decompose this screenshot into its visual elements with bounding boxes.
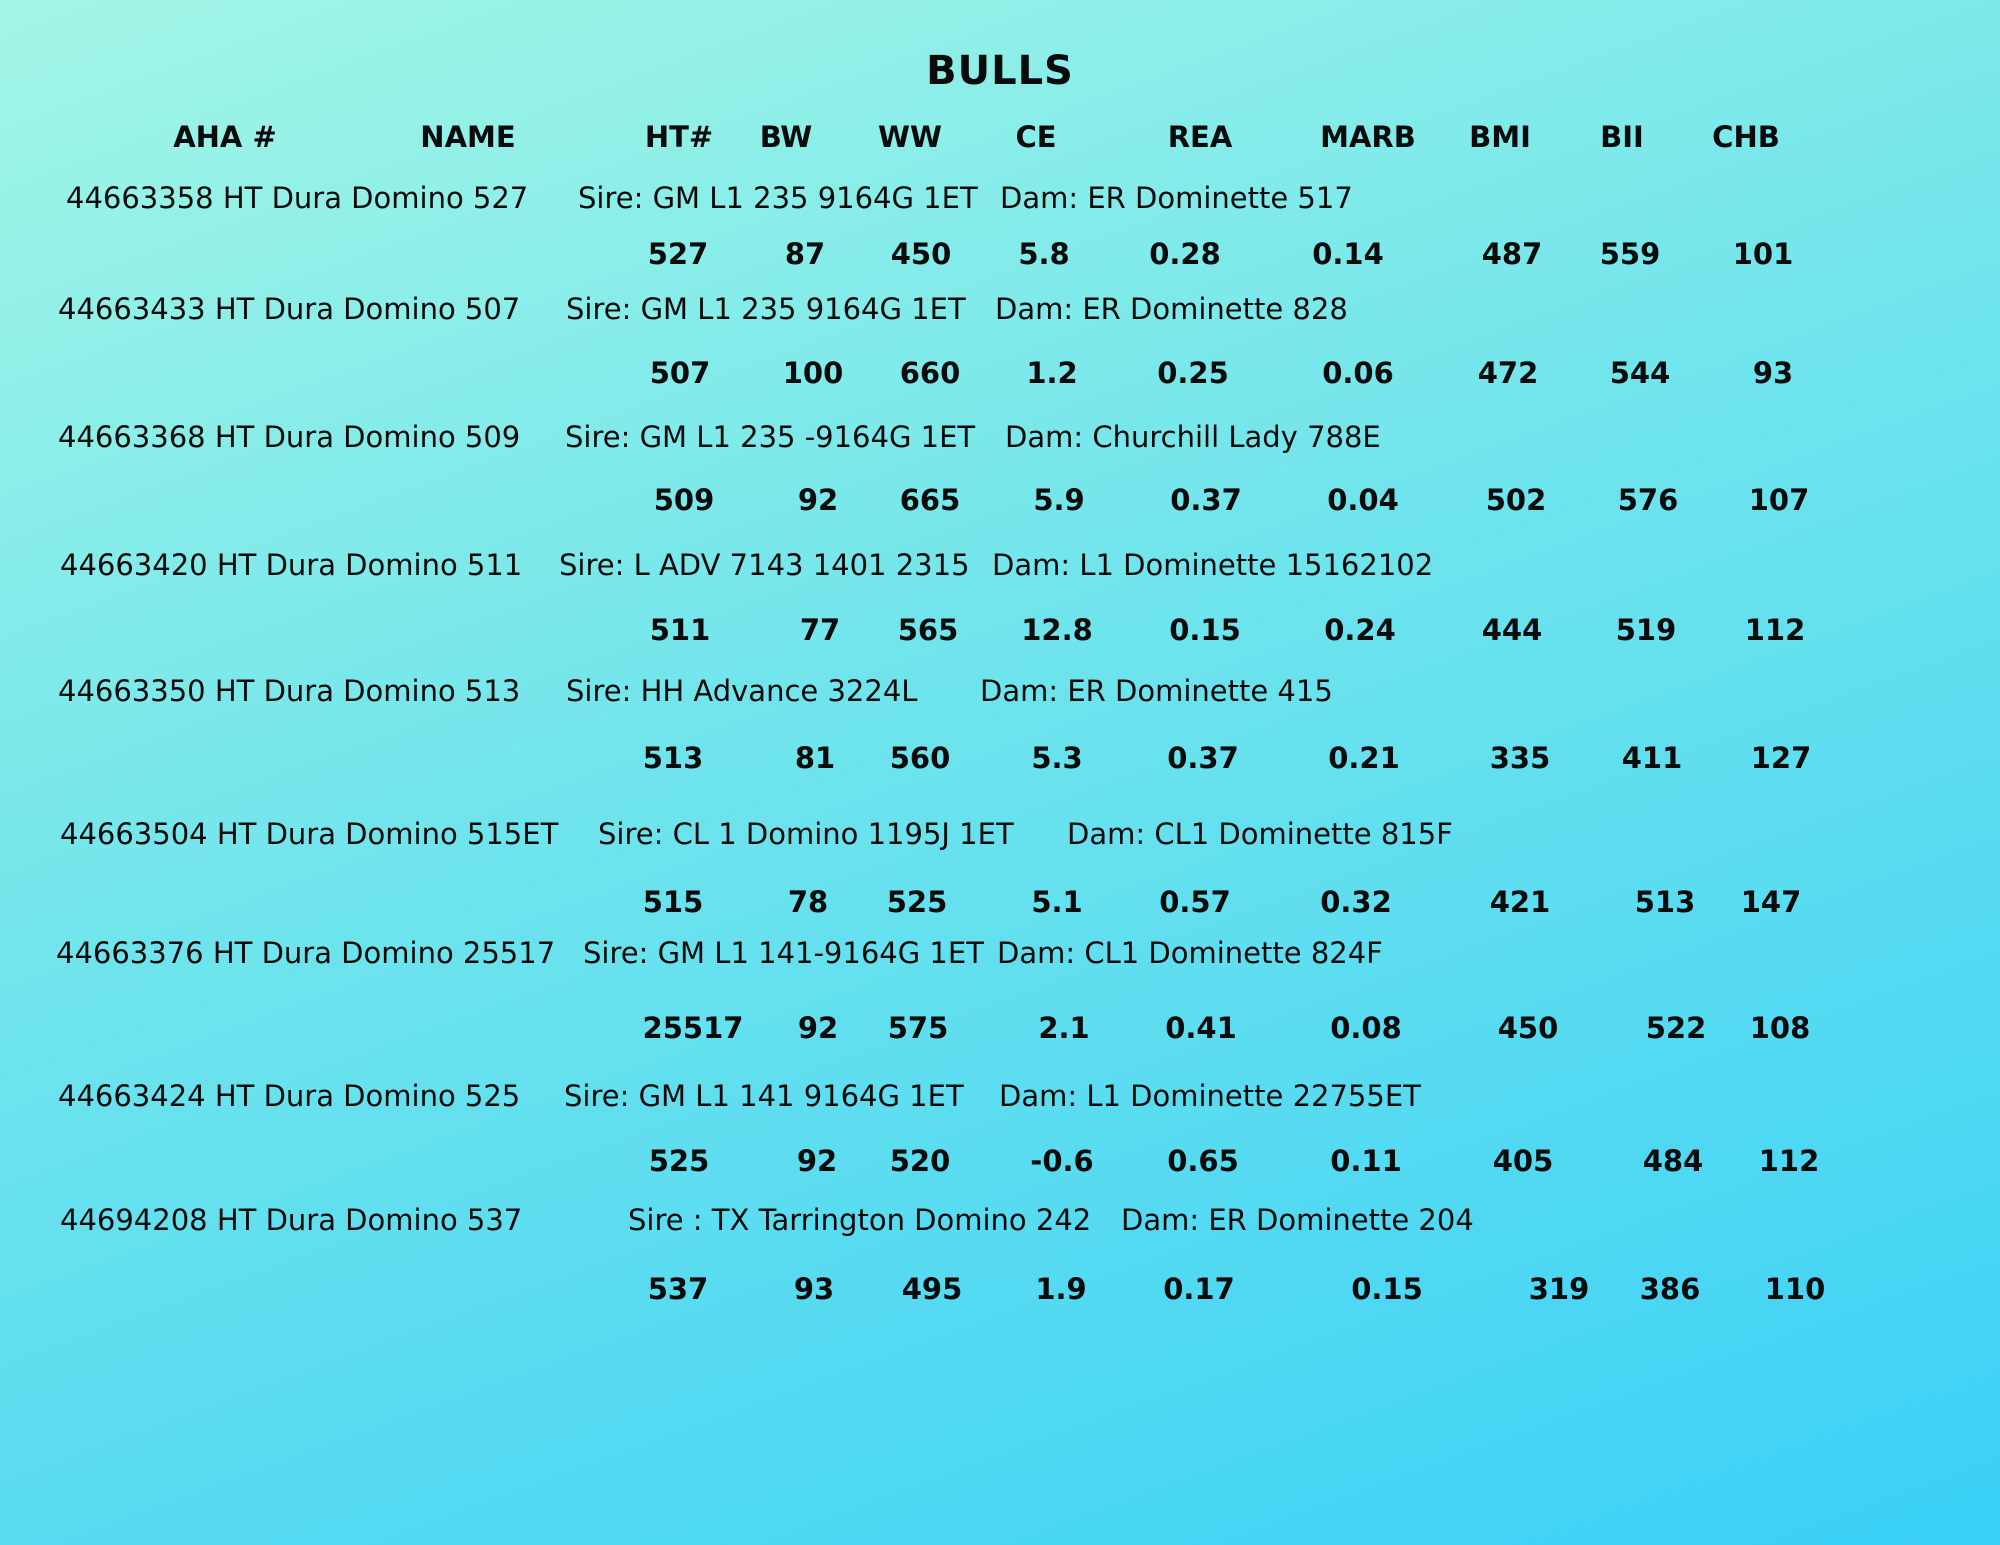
bull-4-ce: 12.8 <box>1021 613 1093 647</box>
bull-3-ww: 665 <box>899 483 961 517</box>
bull-3-bii: 576 <box>1617 483 1679 517</box>
bull-8-bmi: 405 <box>1492 1144 1554 1178</box>
bull-8-id-name: 44663424 HT Dura Domino 525 <box>58 1079 521 1113</box>
bull-6-ht: 515 <box>642 885 704 919</box>
bull-3-ht: 509 <box>653 483 715 517</box>
bull-5-sire: Sire: HH Advance 3224L <box>566 674 918 708</box>
bull-1-bmi: 487 <box>1481 237 1543 271</box>
bull-3-rea: 0.37 <box>1170 483 1242 517</box>
bull-4-bmi: 444 <box>1481 613 1543 647</box>
bull-9-marb: 0.15 <box>1351 1272 1423 1306</box>
bull-3-marb: 0.04 <box>1327 483 1399 517</box>
bull-9-dam: Dam: ER Dominette 204 <box>1121 1203 1474 1237</box>
bull-9-id-name: 44694208 HT Dura Domino 537 <box>60 1203 523 1237</box>
header-ww: WW <box>878 120 942 154</box>
bull-7-dam: Dam: CL1 Dominette 824F <box>997 936 1383 970</box>
bull-4-rea: 0.15 <box>1169 613 1241 647</box>
header-aha: AHA # <box>173 120 277 154</box>
bull-8-rea: 0.65 <box>1167 1144 1239 1178</box>
bull-4-ww: 565 <box>897 613 959 647</box>
bull-3-chb: 107 <box>1748 483 1810 517</box>
bull-1-dam: Dam: ER Dominette 517 <box>1000 181 1353 215</box>
bull-1-rea: 0.28 <box>1149 237 1221 271</box>
bull-1-id-name: 44663358 HT Dura Domino 527 <box>66 181 529 215</box>
header-bw: BW <box>759 120 813 154</box>
bull-7-ww: 575 <box>887 1011 949 1045</box>
bull-8-marb: 0.11 <box>1330 1144 1402 1178</box>
bull-2-ce: 1.2 <box>1026 356 1078 390</box>
bull-7-bmi: 450 <box>1497 1011 1559 1045</box>
bull-7-bw: 92 <box>797 1011 839 1045</box>
bull-1-bw: 87 <box>784 237 826 271</box>
bull-2-dam: Dam: ER Dominette 828 <box>995 292 1348 326</box>
bull-9-ht: 537 <box>647 1272 709 1306</box>
bull-5-ht: 513 <box>642 741 704 775</box>
bull-3-bw: 92 <box>797 483 839 517</box>
bull-6-bii: 513 <box>1634 885 1696 919</box>
bull-9-ww: 495 <box>901 1272 963 1306</box>
bull-5-marb: 0.21 <box>1328 741 1400 775</box>
header-rea: REA <box>1167 120 1233 154</box>
bull-5-id-name: 44663350 HT Dura Domino 513 <box>58 674 521 708</box>
bull-6-ww: 525 <box>886 885 948 919</box>
header-bii: BII <box>1600 120 1644 154</box>
bull-9-rea: 0.17 <box>1163 1272 1235 1306</box>
bull-1-ce: 5.8 <box>1018 237 1070 271</box>
bull-1-sire: Sire: GM L1 235 9164G 1ET <box>578 181 978 215</box>
bull-7-id-name: 44663376 HT Dura Domino 25517 <box>56 936 556 970</box>
bull-6-ce: 5.1 <box>1031 885 1083 919</box>
bull-4-bw: 77 <box>799 613 841 647</box>
bull-2-id-name: 44663433 HT Dura Domino 507 <box>58 292 521 326</box>
bull-8-bii: 484 <box>1642 1144 1704 1178</box>
bull-8-ww: 520 <box>889 1144 951 1178</box>
bull-8-ht: 525 <box>648 1144 710 1178</box>
bull-5-bmi: 335 <box>1489 741 1551 775</box>
bull-3-bmi: 502 <box>1485 483 1547 517</box>
bull-2-bii: 544 <box>1609 356 1671 390</box>
bull-3-ce: 5.9 <box>1033 483 1085 517</box>
bull-2-rea: 0.25 <box>1157 356 1229 390</box>
header-ce: CE <box>1015 120 1057 154</box>
bull-4-ht: 511 <box>649 613 711 647</box>
bull-4-chb: 112 <box>1744 613 1806 647</box>
bull-2-bw: 100 <box>782 356 844 390</box>
bull-4-bii: 519 <box>1615 613 1677 647</box>
bull-6-dam: Dam: CL1 Dominette 815F <box>1067 817 1453 851</box>
bull-6-id-name: 44663504 HT Dura Domino 515ET <box>60 817 559 851</box>
bull-9-bii: 386 <box>1639 1272 1701 1306</box>
bull-7-ce: 2.1 <box>1038 1011 1090 1045</box>
bull-2-ww: 660 <box>899 356 961 390</box>
bull-7-marb: 0.08 <box>1330 1011 1402 1045</box>
bull-1-bii: 559 <box>1599 237 1661 271</box>
header-chb: CHB <box>1712 120 1780 154</box>
bull-5-ce: 5.3 <box>1031 741 1083 775</box>
bull-8-dam: Dam: L1 Dominette 22755ET <box>999 1079 1421 1113</box>
bull-8-chb: 112 <box>1758 1144 1820 1178</box>
header-ht: HT# <box>644 120 714 154</box>
bull-4-dam: Dam: L1 Dominette 15162102 <box>992 548 1434 582</box>
page-title: BULLS <box>926 48 1074 94</box>
bull-6-marb: 0.32 <box>1320 885 1392 919</box>
bull-5-chb: 127 <box>1750 741 1812 775</box>
bull-1-ww: 450 <box>890 237 952 271</box>
bull-6-bmi: 421 <box>1489 885 1551 919</box>
bull-8-bw: 92 <box>796 1144 838 1178</box>
header-bmi: BMI <box>1469 120 1531 154</box>
bull-2-marb: 0.06 <box>1322 356 1394 390</box>
bull-2-bmi: 472 <box>1477 356 1539 390</box>
bull-1-chb: 101 <box>1732 237 1794 271</box>
bull-3-id-name: 44663368 HT Dura Domino 509 <box>58 420 521 454</box>
bull-6-chb: 147 <box>1740 885 1802 919</box>
bull-4-sire: Sire: L ADV 7143 1401 2315 <box>559 548 970 582</box>
bull-5-dam: Dam: ER Dominette 415 <box>980 674 1333 708</box>
bull-1-ht: 527 <box>647 237 709 271</box>
bull-4-marb: 0.24 <box>1324 613 1396 647</box>
bull-9-bw: 93 <box>793 1272 835 1306</box>
bull-8-sire: Sire: GM L1 141 9164G 1ET <box>564 1079 964 1113</box>
bull-5-bii: 411 <box>1621 741 1683 775</box>
bull-7-chb: 108 <box>1749 1011 1811 1045</box>
bull-2-ht: 507 <box>649 356 711 390</box>
bull-2-chb: 93 <box>1752 356 1794 390</box>
bull-2-sire: Sire: GM L1 235 9164G 1ET <box>566 292 966 326</box>
bull-9-bmi: 319 <box>1528 1272 1590 1306</box>
bull-3-dam: Dam: Churchill Lady 788E <box>1005 420 1381 454</box>
bull-9-chb: 110 <box>1764 1272 1826 1306</box>
bull-6-bw: 78 <box>787 885 829 919</box>
header-marb: MARB <box>1320 120 1416 154</box>
bull-9-sire: Sire : TX Tarrington Domino 242 <box>628 1203 1092 1237</box>
bull-1-marb: 0.14 <box>1312 237 1384 271</box>
bull-5-rea: 0.37 <box>1167 741 1239 775</box>
bull-3-sire: Sire: GM L1 235 -9164G 1ET <box>565 420 976 454</box>
bull-7-bii: 522 <box>1645 1011 1707 1045</box>
bull-6-rea: 0.57 <box>1159 885 1231 919</box>
bull-8-ce: -0.6 <box>1030 1144 1094 1178</box>
header-name: NAME <box>420 120 516 154</box>
bull-4-id-name: 44663420 HT Dura Domino 511 <box>60 548 523 582</box>
bull-5-ww: 560 <box>889 741 951 775</box>
bull-7-ht: 25517 <box>642 1011 744 1045</box>
bull-5-bw: 81 <box>794 741 836 775</box>
bull-9-ce: 1.9 <box>1035 1272 1087 1306</box>
bull-6-sire: Sire: CL 1 Domino 1195J 1ET <box>598 817 1014 851</box>
bull-7-sire: Sire: GM L1 141-9164G 1ET <box>583 936 984 970</box>
bull-7-rea: 0.41 <box>1165 1011 1237 1045</box>
